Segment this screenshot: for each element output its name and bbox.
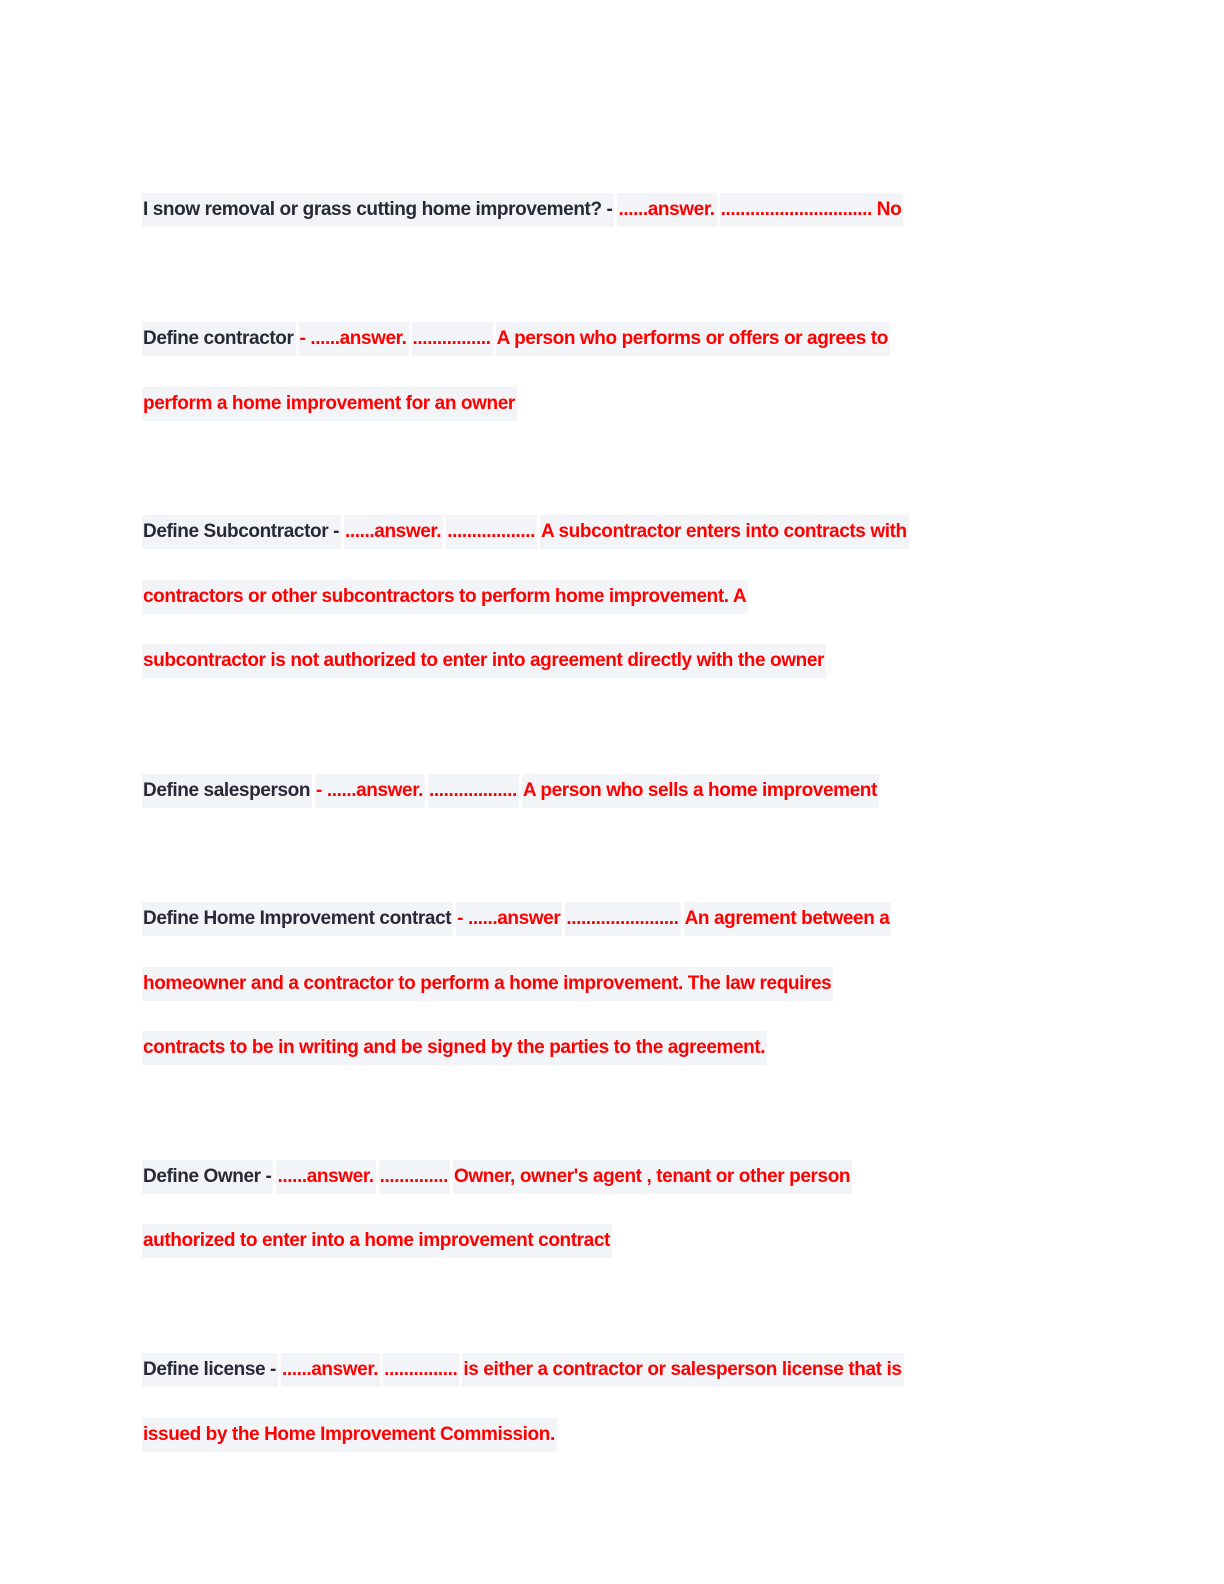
answer-marker: ......answer.: [344, 515, 443, 549]
question-text: Define salesperson: [142, 774, 312, 808]
qa-line-contractor: [142, 322, 893, 356]
answer-leader-dots: ................: [412, 322, 493, 356]
answer-continuation: [142, 387, 520, 421]
answer-continuation: [142, 1031, 770, 1065]
qa-line-snow-removal: [142, 193, 906, 227]
answer-text: Owner, owner's agent , tenant or other person: [453, 1160, 852, 1194]
answer-leader-dots: ...............: [383, 1353, 459, 1387]
answer-text: homeowner and a contractor to perform a home improvement. The law requires: [142, 967, 833, 1001]
answer-leader-dots: ..............: [379, 1160, 450, 1194]
answer-text: contracts to be in writing and be signed by the parties to the agreement.: [142, 1031, 767, 1065]
qa-line-owner: [142, 1160, 855, 1194]
answer-text: issued by the Home Improvement Commission.: [142, 1418, 557, 1452]
answer-marker: ......answer.: [276, 1160, 375, 1194]
answer-text: contractors or other subcontractors to perform home improvement. A: [142, 580, 748, 614]
qa-line-subcontractor: [142, 515, 912, 549]
answer-marker: - ......answer.: [299, 322, 409, 356]
question-text: Define Subcontractor -: [142, 515, 341, 549]
answer-marker: ......answer.: [617, 193, 716, 227]
answer-leader-dots: .......................: [565, 902, 680, 936]
answer-text: perform a home improvement for an owner: [142, 387, 517, 421]
answer-continuation: [142, 967, 836, 1001]
answer-continuation: [142, 1418, 560, 1452]
question-text: Define Owner -: [142, 1160, 273, 1194]
answer-marker: ......answer.: [281, 1353, 380, 1387]
question-text: Define Home Improvement contract: [142, 902, 453, 936]
qa-line-license: [142, 1353, 907, 1387]
answer-leader-dots: ..................: [446, 515, 537, 549]
answer-marker: - ......answer: [456, 902, 562, 936]
answer-text: An agrement between a: [684, 902, 892, 936]
answer-marker: - ......answer.: [315, 774, 425, 808]
answer-leader-dots: ..................: [428, 774, 519, 808]
question-text: Define license -: [142, 1353, 278, 1387]
answer-text: ............................... No: [720, 193, 904, 227]
question-text: I snow removal or grass cutting home improvement? -: [142, 193, 614, 227]
answer-text: subcontractor is not authorized to enter into agreement directly with the owner: [142, 644, 826, 678]
answer-text: A person who performs or offers or agrees to: [496, 322, 890, 356]
question-text: Define contractor: [142, 322, 296, 356]
answer-text: A subcontractor enters into contracts with: [540, 515, 909, 549]
answer-continuation: [142, 1224, 615, 1258]
answer-continuation: [142, 580, 751, 614]
qa-line-home-improvement-contract: [142, 902, 894, 936]
answer-text: is either a contractor or salesperson license that is: [462, 1353, 903, 1387]
qa-line-salesperson: [142, 774, 882, 808]
answer-text: authorized to enter into a home improvement contract: [142, 1224, 612, 1258]
answer-text: A person who sells a home improvement: [522, 774, 879, 808]
answer-continuation: [142, 644, 829, 678]
